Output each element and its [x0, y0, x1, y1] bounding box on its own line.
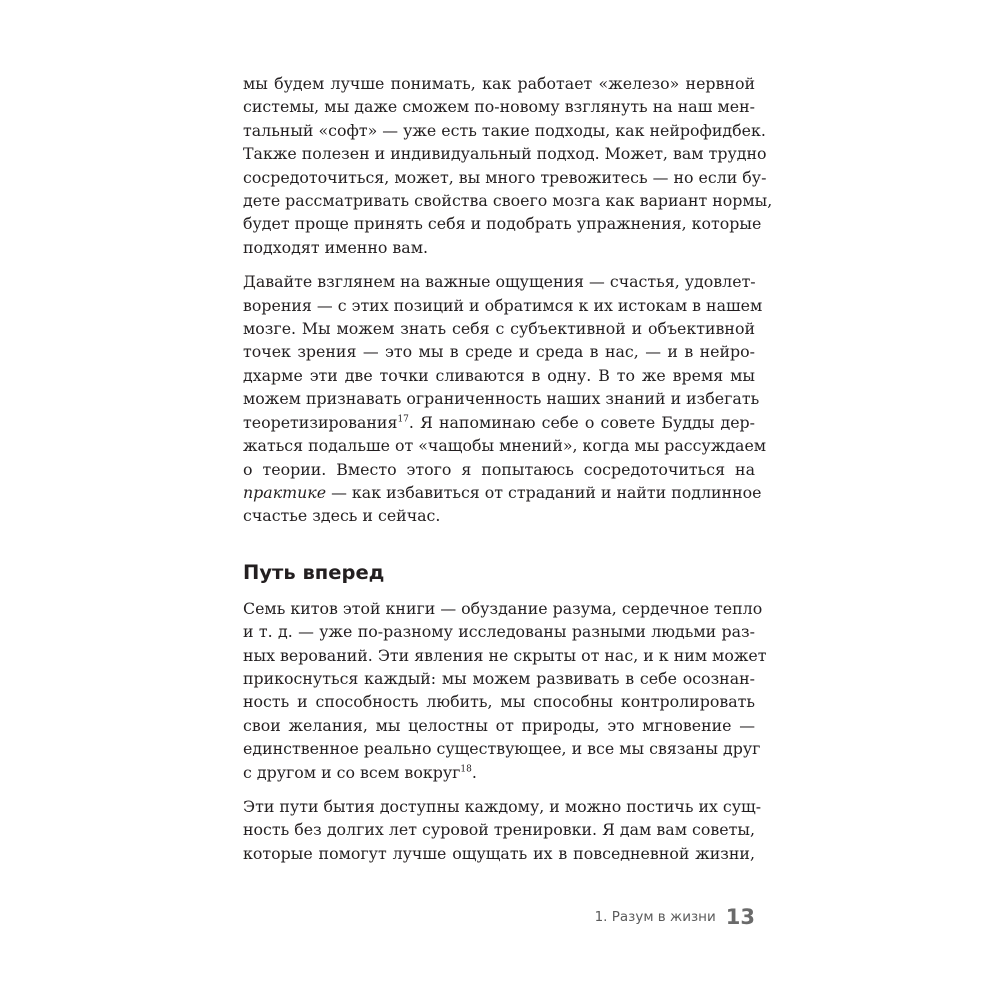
text-line: точек зрения — это мы в среде и среда в нас, — и в нейро- [243, 342, 755, 362]
text-line: единственное реально существующее, и все мы связаны друг [243, 739, 761, 759]
text-line: сосредоточиться, может, вы много тревожитесь — но если бу- [243, 167, 767, 187]
text-line: ворения — с этих позиций и обратимся к их истокам в нашем [243, 295, 763, 315]
text-line: ных верований. Эти явления не скрыты от нас, и к ним может [243, 645, 767, 665]
text-line: Семь китов этой книги — обуздание разума, сердечное тепло [243, 598, 763, 618]
text-line [243, 481, 762, 504]
text-line: системы, мы даже сможем по-новому взглянуть на наш мен- [243, 97, 755, 117]
text-line: Также полезен и индивидуальный подход. Может, вам трудно [243, 144, 767, 164]
text-line: дете рассматривать свойства своего мозга как вариант нормы, [243, 191, 773, 211]
paragraph-1 [243, 72, 773, 259]
text-line: счастье здесь и сейчас. [243, 506, 441, 526]
text-line: будет проще принять себя и подобрать упражнения, которые [243, 214, 762, 234]
paragraph-4 [243, 795, 762, 865]
line-text: с другом и со всем вокруг [243, 762, 461, 782]
paragraph-3 [243, 597, 767, 784]
footnote-ref-17[interactable]: 17 [397, 414, 409, 425]
text-line: мы будем лучше понимать, как работает «железо» нервной [243, 74, 755, 93]
line-text: . Я напоминаю себе о совете Будды дер- [408, 412, 755, 432]
text-line: которые помогут лучше ощущать их в повседневной жизни, [243, 843, 755, 863]
paragraph-2 [243, 270, 767, 527]
text-line: подходят именно вам. [243, 237, 429, 257]
text-line: дхарме эти две точки сливаются в одну. В то же время мы [243, 365, 755, 385]
text-line: прикоснуться каждый: мы можем развивать в себе осознан- [243, 668, 755, 688]
line-text: — как избавиться от страданий и найти подлинное [326, 482, 762, 502]
book-page [243, 72, 773, 865]
page-number: 13 [725, 905, 755, 929]
page-footer [540, 905, 755, 929]
emphasis: практике [243, 482, 327, 502]
text-line: о теории. Вместо этого я попытаюсь сосредоточиться на [243, 459, 755, 479]
text-line: свои желания, мы целостны от природы, это мгновение — [243, 715, 755, 735]
text-line: тальный «софт» — уже есть такие подходы, как нейрофидбек. [243, 120, 766, 140]
running-footer-chapter: 1. Разум в жизни [594, 909, 716, 925]
text-line: мозге. Мы можем знать себя с субъективной и объективной [243, 319, 755, 339]
text-line [243, 761, 755, 784]
text-line: ность без долгих лет суровой тренировки. Я дам вам советы, [243, 820, 755, 840]
section-heading: Путь вперед [243, 560, 385, 584]
text-line: можем признавать ограниченность наших знаний и избегать [243, 389, 760, 409]
text-line: Давайте взглянем на важные ощущения — счастья, удовлет- [243, 272, 756, 292]
text-line: ность и способность любить, мы способны контролировать [243, 692, 755, 712]
text-line: и т. д. — уже по-разному исследованы разными людьми раз- [243, 622, 755, 642]
text-line: жаться подальше от «чащобы мнений», когда мы рассуждаем [243, 436, 767, 456]
line-text: теоретизирования [243, 412, 398, 432]
text-line [243, 411, 755, 434]
line-text: . [471, 762, 477, 782]
text-line: Эти пути бытия доступны каждому, и можно постичь их сущ- [243, 796, 762, 816]
footnote-ref-18[interactable]: 18 [460, 764, 472, 775]
